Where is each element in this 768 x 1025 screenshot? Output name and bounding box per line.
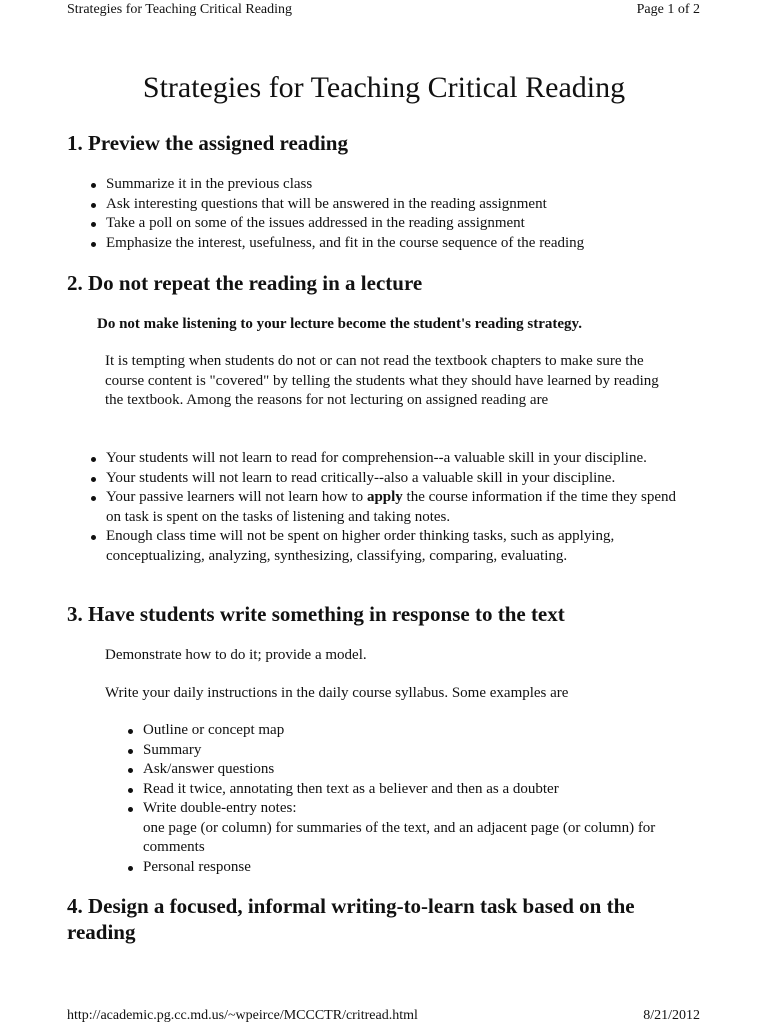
document-title: Strategies for Teaching Critical Reading [142, 71, 626, 104]
list-item: Ask/answer questions [127, 760, 657, 780]
section-3-list [127, 721, 657, 877]
list-item [127, 799, 657, 858]
list-item: Outline or concept map [127, 721, 657, 741]
print-header-page-number: Page 1 of 2 [636, 2, 700, 17]
print-footer-url: http://academic.pg.cc.md.us/~wpeirce/MCCCTR/critread.html [67, 1008, 418, 1023]
list-item: Your students will not learn to read critically--also a valuable skill in your discipline. [90, 469, 690, 489]
section-3-heading: 3. Have students write something in response to the text [67, 602, 565, 626]
list-item: Take a poll on some of the issues addressed in the reading assignment [90, 214, 710, 234]
list-item: Enough class time will not be spent on higher order thinking tasks, such as applying, conceptualizing, analyzing, synthesizing, classifying, comparing, evaluating. [90, 527, 690, 566]
print-header-title: Strategies for Teaching Critical Reading [67, 2, 293, 17]
list-item: Ask interesting questions that will be answered in the reading assignment [90, 195, 710, 215]
list-item-text: the course information if the time they spend on task is spent on the tasks of listening and taking notes. [106, 489, 677, 525]
list-item: Personal response [127, 858, 657, 878]
section-1-heading: 1. Preview the assigned reading [67, 131, 348, 155]
list-item: Read it twice, annotating then text as a believer and then as a doubter [127, 780, 657, 800]
list-item: Summarize it in the previous class [90, 175, 710, 195]
section-3-paragraph-2: Write your daily instructions in the daily course syllabus. Some examples are [105, 685, 569, 701]
print-footer-date: 8/21/2012 [643, 1008, 700, 1023]
list-item [90, 488, 690, 527]
section-2-list [90, 449, 690, 566]
list-item-text: Your passive learners will not learn how to [106, 489, 364, 505]
list-item-subtext: one page (or column) for summaries of the text, and an adjacent page (or column) for comments [143, 819, 656, 855]
section-4-heading: 4. Design a focused, informal writing-to-learn task based on the reading [67, 894, 635, 944]
section-1-list [90, 175, 710, 253]
section-2-heading: 2. Do not repeat the reading in a lecture [67, 271, 423, 295]
list-item: Summary [127, 741, 657, 761]
emphasis-apply: apply [366, 489, 403, 505]
section-2-emphasis: Do not make listening to your lecture become the student's reading strategy. [97, 316, 582, 332]
list-item: Your students will not learn to read for comprehension--a valuable skill in your discipline. [90, 449, 690, 469]
list-item-text: Write double-entry notes: [143, 800, 297, 816]
section-2-paragraph: It is tempting when students do not or can not read the textbook chapters to make sure the course content is "covered" by telling the students what they should have learned by reading the textbook. Among the reasons for not lecturing on assigned reading are [105, 353, 659, 408]
list-item: Emphasize the interest, usefulness, and fit in the course sequence of the reading [90, 234, 710, 254]
section-3-paragraph-1: Demonstrate how to do it; provide a model. [105, 647, 367, 663]
